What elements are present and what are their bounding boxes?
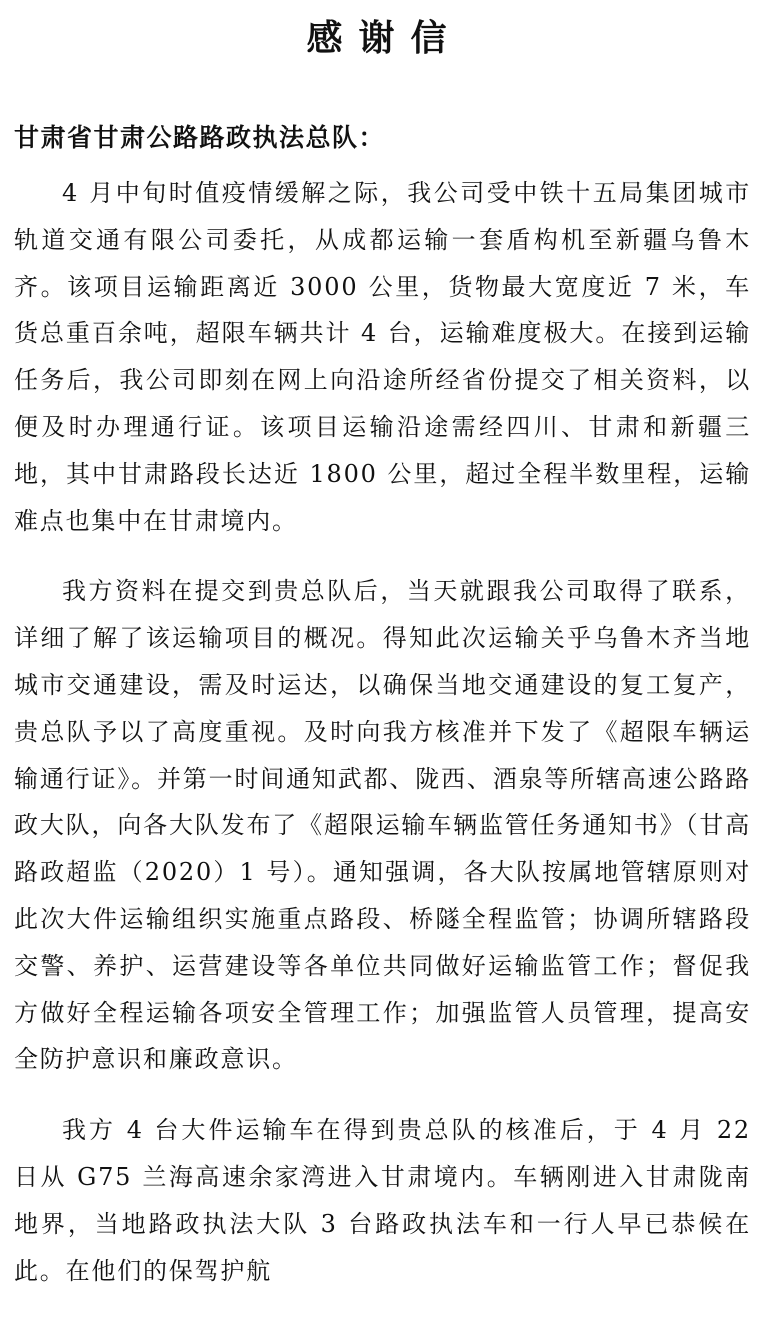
paragraph-3: 我方 4 台大件运输车在得到贵总队的核准后，于 4 月 22 日从 G75 兰海高速余家湾进入甘肃境内。车辆刚进入甘肃陇南地界，当地路政执法大队 3 台路政执法车和一行人早已恭候在此。在他们的保驾护航 — [14, 1116, 751, 1285]
letter-title: 感谢信 — [306, 18, 463, 59]
letter-body — [14, 170, 751, 1318]
paragraph-1: 4 月中旬时值疫情缓解之际，我公司受中铁十五局集团城市轨道交通有限公司委托，从成都运输一套盾构机至新疆乌鲁木齐。该项目运输距离近 3000 公里，货物最大宽度近 7 米，车货总重百余吨，超限车辆共计 4 台，运输难度极大。在接到运输任务后，我公司即刻在网上向沿途所经省份提交了相关资料，以便及时办理通行证。该项目运输沿途需经四川、甘肃和新疆三地，其中甘肃路段长达近 1800 公里，超过全程半数里程，运输难点也集中在甘肃境内。 — [14, 179, 751, 535]
salutation: 甘肃省甘肃公路路政执法总队： — [14, 123, 386, 152]
paragraph-2: 我方资料在提交到贵总队后，当天就跟我公司取得了联系，详细了解了该运输项目的概况。得知此次运输关乎乌鲁木齐当地城市交通建设，需及时运达，以确保当地交通建设的复工复产，贵总队予以了高度重视。及时向我方核准并下发了《超限车辆运输通行证》。并第一时间通知武都、陇西、酒泉等所辖高速公路路政大队，向各大队发布了《超限运输车辆监管任务通知书》（甘高路政超监（2020）1 号）。通知强调，各大队按属地管辖原则对此次大件运输组织实施重点路段、桥隧全程监管；协调所辖路段交警、养护、运营建设等各单位共同做好运输监管工作；督促我方做好全程运输各项安全管理工作；加强监管人员管理，提高安全防护意识和廉政意识。 — [14, 577, 751, 1074]
